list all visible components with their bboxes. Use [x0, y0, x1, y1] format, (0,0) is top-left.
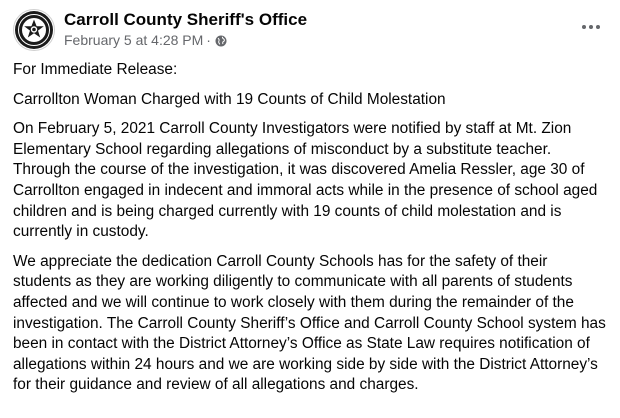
post-paragraph: For Immediate Release: [13, 61, 178, 78]
post-header [13, 9, 607, 53]
more-options-icon[interactable] [579, 17, 603, 37]
sheriff-badge-icon[interactable] [13, 9, 55, 51]
post-body [13, 60, 609, 405]
post-timestamp[interactable]: February 5 at 4:28 PM [64, 32, 204, 48]
post-paragraph: Carrollton Woman Charged with 19 Counts of Child Molestation [13, 90, 446, 108]
post-meta [64, 32, 227, 48]
page-name-link[interactable]: Carroll County Sheriff's Office [64, 10, 308, 29]
post-paragraph: We appreciate the dedication Carroll County Schools has for the safety of their students as they are working diligently to communicate with all parents of students affected and we will continue to work closely with them during the remainder of the investigation. The Carroll County Sheriff’s Office and Carroll County School system has been in contact with the District Attorney’s Office as State Law requires notification of allegations within 24 hours and we are working side by side with the District Attorney’s for their guidance and review of all allegations and charges. [13, 252, 606, 394]
globe-icon[interactable] [215, 34, 227, 46]
post-paragraph: On February 5, 2021 Carroll County Investigators were notified by staff at Mt. Zion Elementary School regarding allegations of misconduct by a substitute teacher. Through the course of the investigation, it was discovered Amelia Ressler, age 30 of Carrollton engaged in indecent and immoral acts while in the presence of school aged children and is being charged currently with 19 counts of child molestation and is currently in custody. [13, 120, 598, 241]
meta-separator: · [206, 32, 211, 48]
